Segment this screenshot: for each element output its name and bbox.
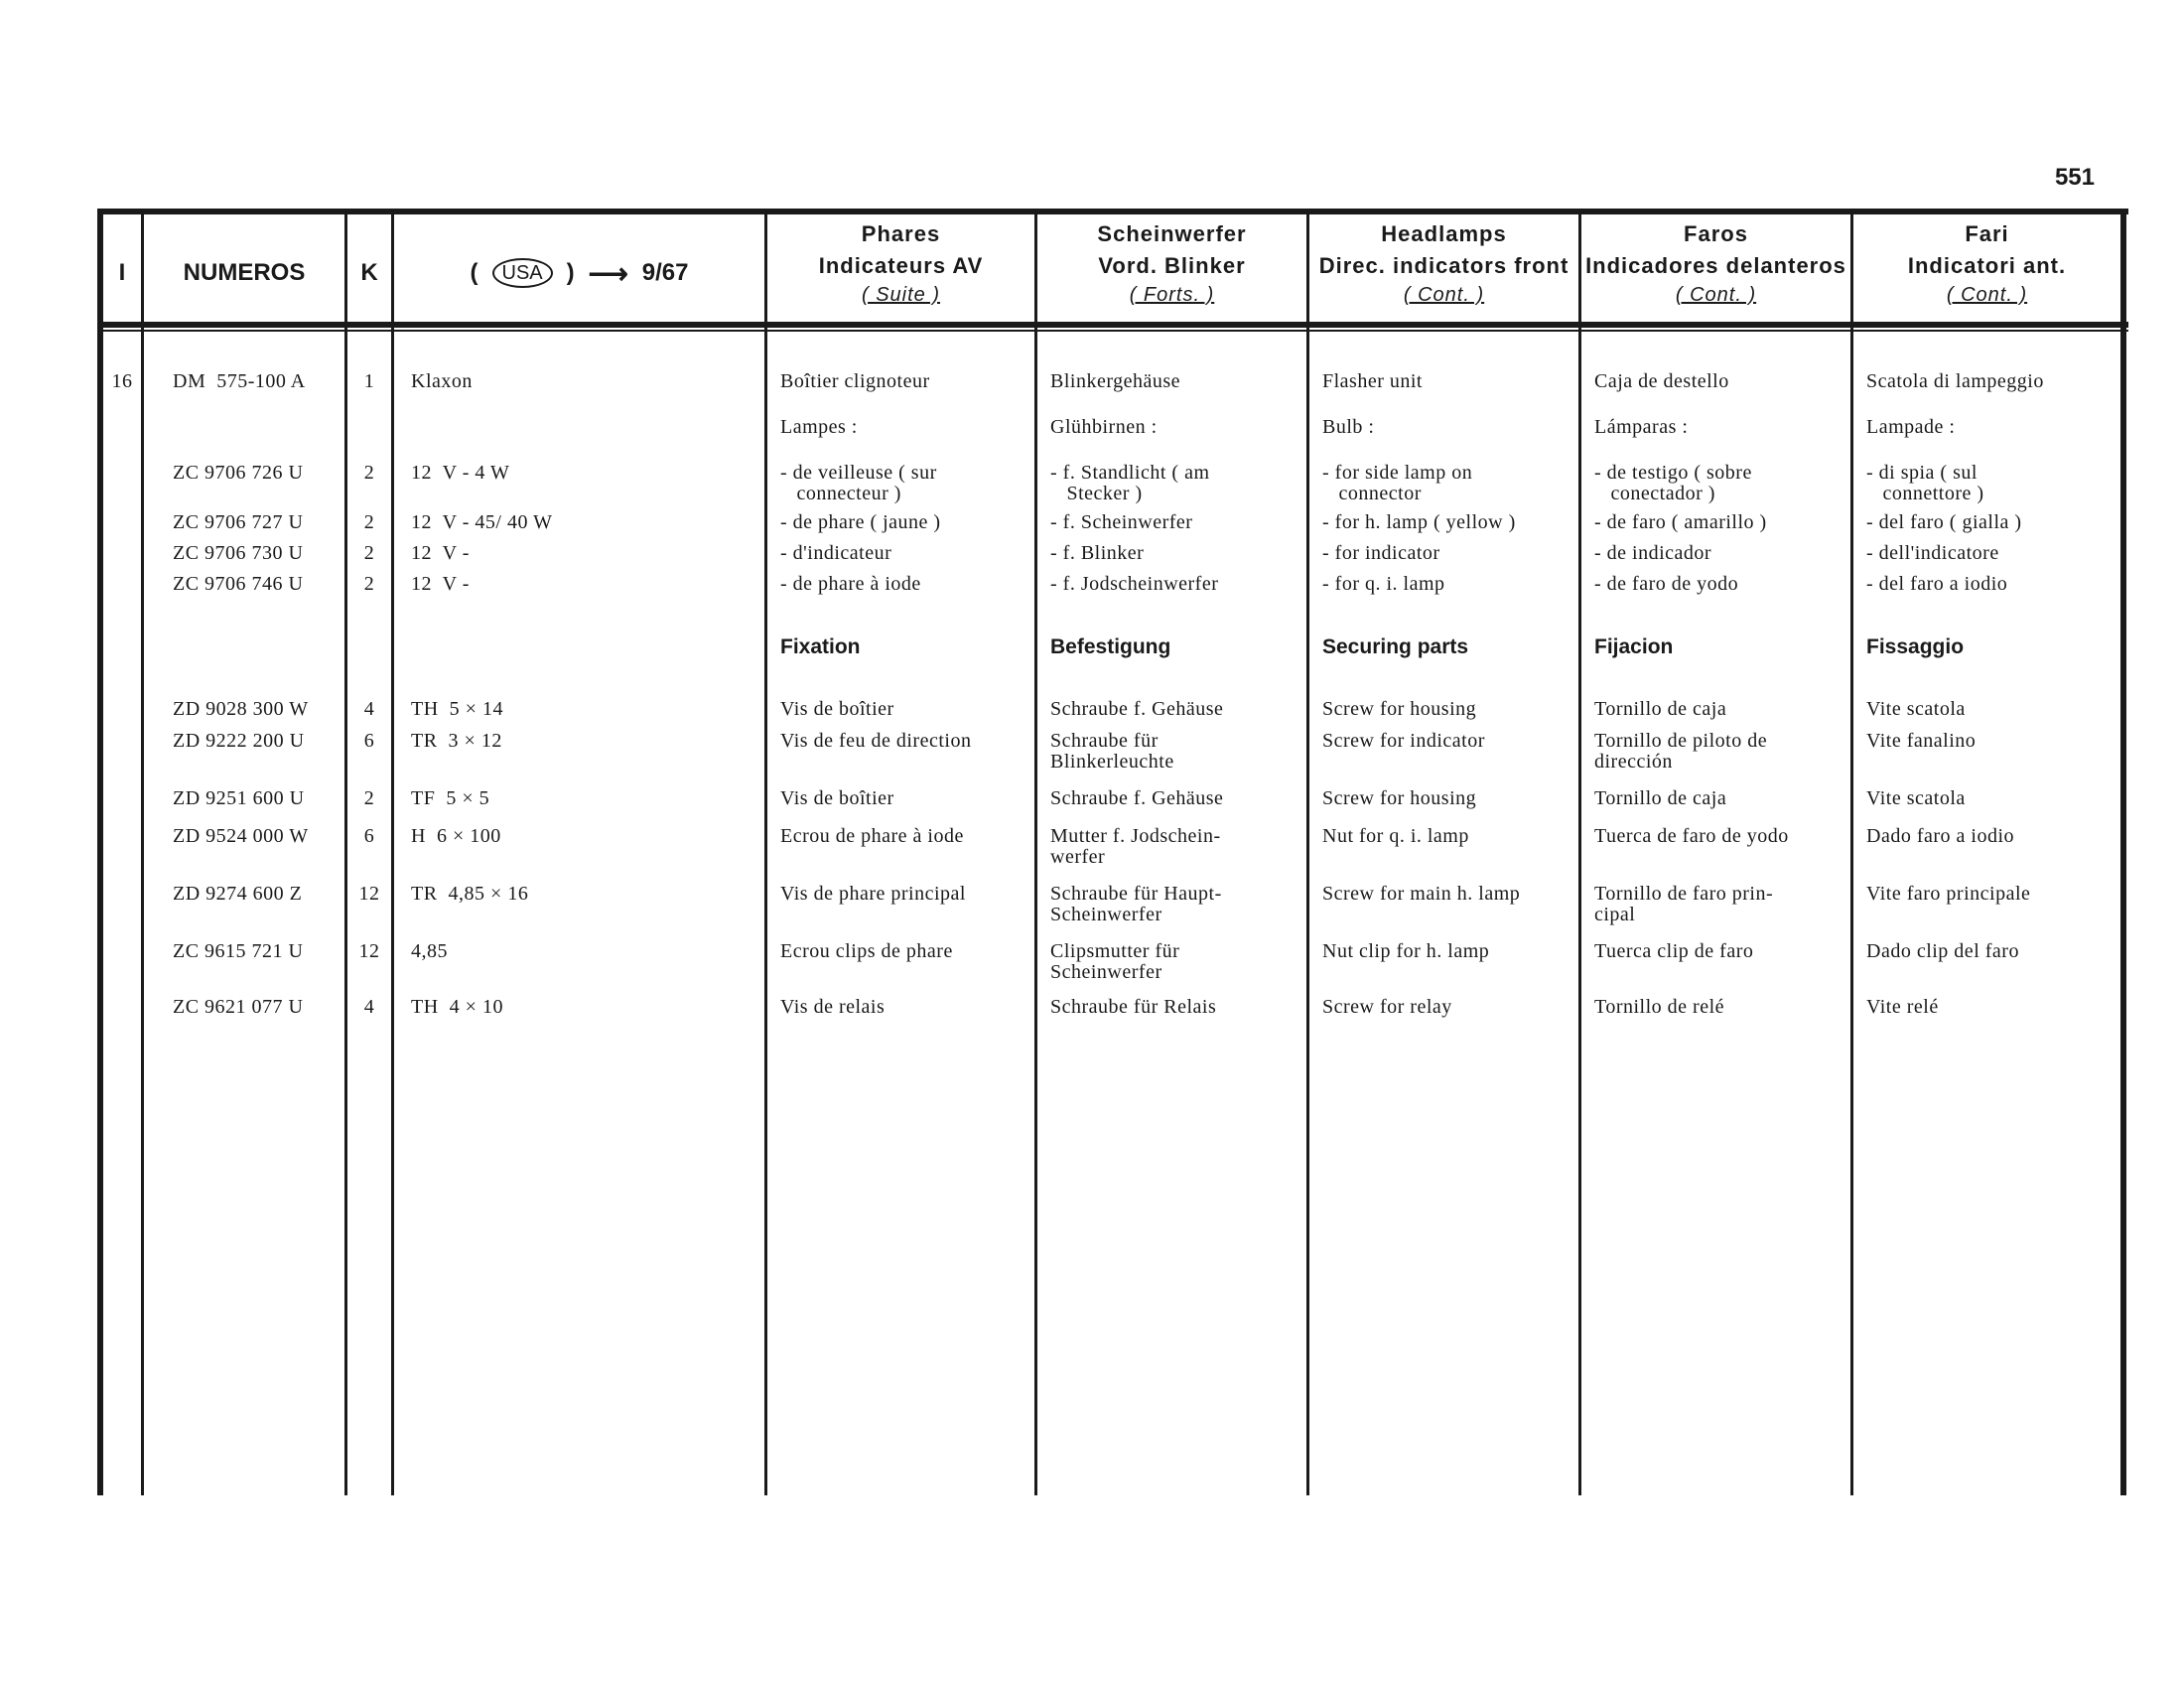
row-it-cell: - dell'indicatore	[1866, 542, 1999, 564]
row-fr-cell: - de phare ( jaune )	[780, 511, 941, 533]
row-es-cell: Tornillo de piloto de dirección	[1594, 730, 1768, 773]
table-top-rule	[97, 209, 2128, 214]
row-desc-cell: H 6 × 100	[411, 825, 501, 847]
row-num-cell: ZC 9706 726 U	[173, 462, 304, 484]
header-col-model	[394, 218, 764, 328]
row-es-cell: - de faro ( amarillo )	[1594, 511, 1767, 533]
row-num-cell: ZD 9028 300 W	[173, 698, 309, 720]
row-desc-cell: 12 V -	[411, 573, 470, 595]
model-date: 9/67	[641, 259, 689, 286]
header-col-it	[1853, 218, 2120, 328]
row-desc-cell: TH 5 × 14	[411, 698, 503, 720]
row-de-cell: Mutter f. Jodschein- werfer	[1050, 825, 1221, 868]
header-fr-line3: ( Suite )	[861, 284, 941, 306]
row-fr-cell: Ecrou de phare à iode	[780, 825, 964, 847]
column-divider	[2120, 209, 2126, 1495]
row-num-cell: ZC 9706 730 U	[173, 542, 304, 564]
header-en-line1: Headlamps	[1381, 221, 1507, 246]
row-k-cell: 2	[363, 787, 375, 809]
row-fr-cell: Lampes :	[780, 416, 858, 438]
row-it-cell: Vite relé	[1866, 996, 1939, 1018]
column-divider	[97, 209, 103, 1495]
row-en-cell: Screw for housing	[1322, 787, 1477, 809]
row-desc-cell: 12 V - 45/ 40 W	[411, 511, 553, 533]
row-en-cell: - for indicator	[1322, 542, 1440, 564]
row-en-cell: Screw for indicator	[1322, 730, 1485, 752]
model-paren-open: (	[470, 259, 478, 286]
row-en-cell: Screw for main h. lamp	[1322, 883, 1521, 905]
row-k-cell: 12	[358, 883, 380, 905]
header-it-line2: Indicatori ant.	[1907, 253, 2067, 278]
column-divider	[391, 209, 394, 1495]
section-heading-fr: Fixation	[780, 635, 861, 658]
row-es-cell: Tuerca clip de faro	[1594, 940, 1754, 962]
column-divider	[1306, 209, 1309, 1495]
row-it-cell: Dado faro a iodio	[1866, 825, 2015, 847]
row-fr-cell: Vis de boîtier	[780, 698, 894, 720]
row-en-cell: - for side lamp on connector	[1322, 462, 1473, 504]
row-es-cell: Tuerca de faro de yodo	[1594, 825, 1789, 847]
row-k-cell: 4	[363, 698, 375, 720]
header-fr-line2: Indicateurs AV	[818, 253, 984, 278]
row-en-cell: Flasher unit	[1322, 370, 1423, 392]
header-it-line3: ( Cont. )	[1946, 284, 2028, 306]
row-de-cell: Blinkergehäuse	[1050, 370, 1181, 392]
arrow-right-icon: ⟶	[588, 257, 628, 289]
header-it-line1: Fari	[1965, 221, 2009, 246]
row-desc-cell: TR 3 × 12	[411, 730, 502, 752]
row-es-cell: Tornillo de faro prin- cipal	[1594, 883, 1774, 925]
header-en-line2: Direc. indicators front	[1318, 253, 1570, 278]
header-es-line3: ( Cont. )	[1675, 284, 1757, 306]
header-es-line2: Indicadores delanteros	[1585, 253, 1846, 278]
header-col-k-label: K	[360, 259, 378, 286]
row-k-cell: 2	[363, 542, 375, 564]
column-divider	[764, 209, 767, 1495]
header-col-en	[1309, 218, 1578, 328]
header-es-line1: Faros	[1684, 221, 1748, 246]
row-k-cell: 2	[363, 573, 375, 595]
column-divider	[1034, 209, 1037, 1495]
row-en-cell: Screw for housing	[1322, 698, 1477, 720]
row-es-cell: Lámparas :	[1594, 416, 1689, 438]
row-fr-cell: - de phare à iode	[780, 573, 921, 595]
row-es-cell: Tornillo de caja	[1594, 787, 1727, 809]
row-de-cell: - f. Jodscheinwerfer	[1050, 573, 1219, 595]
header-col-i	[103, 218, 141, 328]
row-es-cell: - de testigo ( sobre conectador )	[1594, 462, 1752, 504]
row-k-cell: 4	[363, 996, 375, 1018]
row-it-cell: - del faro a iodio	[1866, 573, 2008, 595]
row-k-cell: 12	[358, 940, 380, 962]
row-fr-cell: Boîtier clignoteur	[780, 370, 930, 392]
header-de-line3: ( Forts. )	[1129, 284, 1215, 306]
header-col-es	[1581, 218, 1850, 328]
header-col-fr	[767, 218, 1034, 328]
row-es-cell: Caja de destello	[1594, 370, 1729, 392]
column-divider	[1850, 209, 1853, 1495]
row-num-cell: ZC 9706 746 U	[173, 573, 304, 595]
row-en-cell: - for h. lamp ( yellow )	[1322, 511, 1516, 533]
row-fr-cell: - de veilleuse ( sur connecteur )	[780, 462, 937, 504]
row-es-cell: Tornillo de caja	[1594, 698, 1727, 720]
row-it-cell: - del faro ( gialla )	[1866, 511, 2022, 533]
column-divider	[141, 209, 144, 1495]
header-de-line1: Scheinwerfer	[1097, 221, 1247, 246]
row-de-cell: - f. Scheinwerfer	[1050, 511, 1193, 533]
row-de-cell: Schraube für Haupt- Scheinwerfer	[1050, 883, 1222, 925]
row-desc-cell: 12 V -	[411, 542, 470, 564]
usa-badge: USA	[492, 258, 553, 288]
row-en-cell: Bulb :	[1322, 416, 1375, 438]
row-en-cell: Nut for q. i. lamp	[1322, 825, 1469, 847]
row-en-cell: Nut clip for h. lamp	[1322, 940, 1490, 962]
row-k-cell: 2	[363, 511, 375, 533]
row-desc-cell: Klaxon	[411, 370, 473, 392]
row-num-cell: ZD 9524 000 W	[173, 825, 309, 847]
row-desc-cell: TH 4 × 10	[411, 996, 503, 1018]
column-divider	[1578, 209, 1581, 1495]
section-heading-es: Fijacion	[1594, 635, 1674, 658]
row-fr-cell: Vis de phare principal	[780, 883, 966, 905]
row-it-cell: Scatola di lampeggio	[1866, 370, 2044, 392]
row-en-cell: Screw for relay	[1322, 996, 1452, 1018]
row-es-cell: - de faro de yodo	[1594, 573, 1739, 595]
row-num-cell: ZD 9274 600 Z	[173, 883, 303, 905]
row-de-cell: Schraube für Relais	[1050, 996, 1217, 1018]
row-num-cell: ZD 9222 200 U	[173, 730, 305, 752]
parts-table	[97, 209, 2128, 1495]
row-fr-cell: Ecrou clips de phare	[780, 940, 953, 962]
header-col-numeros	[144, 218, 344, 328]
column-divider	[344, 209, 347, 1495]
row-en-cell: - for q. i. lamp	[1322, 573, 1445, 595]
header-col-numeros-label: NUMEROS	[183, 259, 306, 286]
row-desc-cell: TF 5 × 5	[411, 787, 490, 809]
header-col-k	[347, 218, 391, 328]
row-num-cell: ZC 9621 077 U	[173, 996, 304, 1018]
row-desc-cell: TR 4,85 × 16	[411, 883, 529, 905]
header-col-de	[1037, 218, 1306, 328]
row-fr-cell: Vis de relais	[780, 996, 886, 1018]
row-i-cell: 16	[111, 370, 133, 392]
header-bottom-rule-thin	[97, 330, 2128, 332]
row-it-cell: - di spia ( sul connettore )	[1866, 462, 1984, 504]
section-heading-it: Fissaggio	[1866, 635, 1965, 658]
row-de-cell: - f. Blinker	[1050, 542, 1145, 564]
header-col-i-label: I	[118, 259, 126, 286]
row-de-cell: Schraube f. Gehäuse	[1050, 787, 1224, 809]
row-it-cell: Vite fanalino	[1866, 730, 1977, 752]
row-fr-cell: Vis de feu de direction	[780, 730, 972, 752]
row-fr-cell: - d'indicateur	[780, 542, 892, 564]
model-paren-close: )	[566, 259, 575, 286]
row-de-cell: Glühbirnen :	[1050, 416, 1158, 438]
row-de-cell: - f. Standlicht ( am Stecker )	[1050, 462, 1210, 504]
row-it-cell: Vite faro principale	[1866, 883, 2031, 905]
row-num-cell: ZC 9615 721 U	[173, 940, 304, 962]
row-k-cell: 6	[363, 730, 375, 752]
section-heading-en: Securing parts	[1322, 635, 1469, 658]
header-en-line3: ( Cont. )	[1403, 284, 1485, 306]
row-es-cell: - de indicador	[1594, 542, 1712, 564]
row-it-cell: Dado clip del faro	[1866, 940, 2019, 962]
header-fr-line1: Phares	[861, 221, 941, 246]
row-de-cell: Schraube f. Gehäuse	[1050, 698, 1224, 720]
row-it-cell: Vite scatola	[1866, 698, 1966, 720]
row-it-cell: Vite scatola	[1866, 787, 1966, 809]
row-fr-cell: Vis de boîtier	[780, 787, 894, 809]
row-num-cell: ZC 9706 727 U	[173, 511, 304, 533]
row-de-cell: Schraube für Blinkerleuchte	[1050, 730, 1174, 773]
header-de-line2: Vord. Blinker	[1098, 253, 1246, 278]
section-heading-de: Befestigung	[1050, 635, 1171, 658]
row-k-cell: 2	[363, 462, 375, 484]
page-number: 551	[2054, 164, 2095, 191]
row-k-cell: 6	[363, 825, 375, 847]
row-it-cell: Lampade :	[1866, 416, 1956, 438]
row-num-cell: ZD 9251 600 U	[173, 787, 305, 809]
row-num-cell: DM 575-100 A	[173, 370, 306, 392]
row-de-cell: Clipsmutter für Scheinwerfer	[1050, 940, 1180, 983]
row-es-cell: Tornillo de relé	[1594, 996, 1724, 1018]
row-desc-cell: 4,85	[411, 940, 448, 962]
row-desc-cell: 12 V - 4 W	[411, 462, 510, 484]
row-k-cell: 1	[363, 370, 375, 392]
